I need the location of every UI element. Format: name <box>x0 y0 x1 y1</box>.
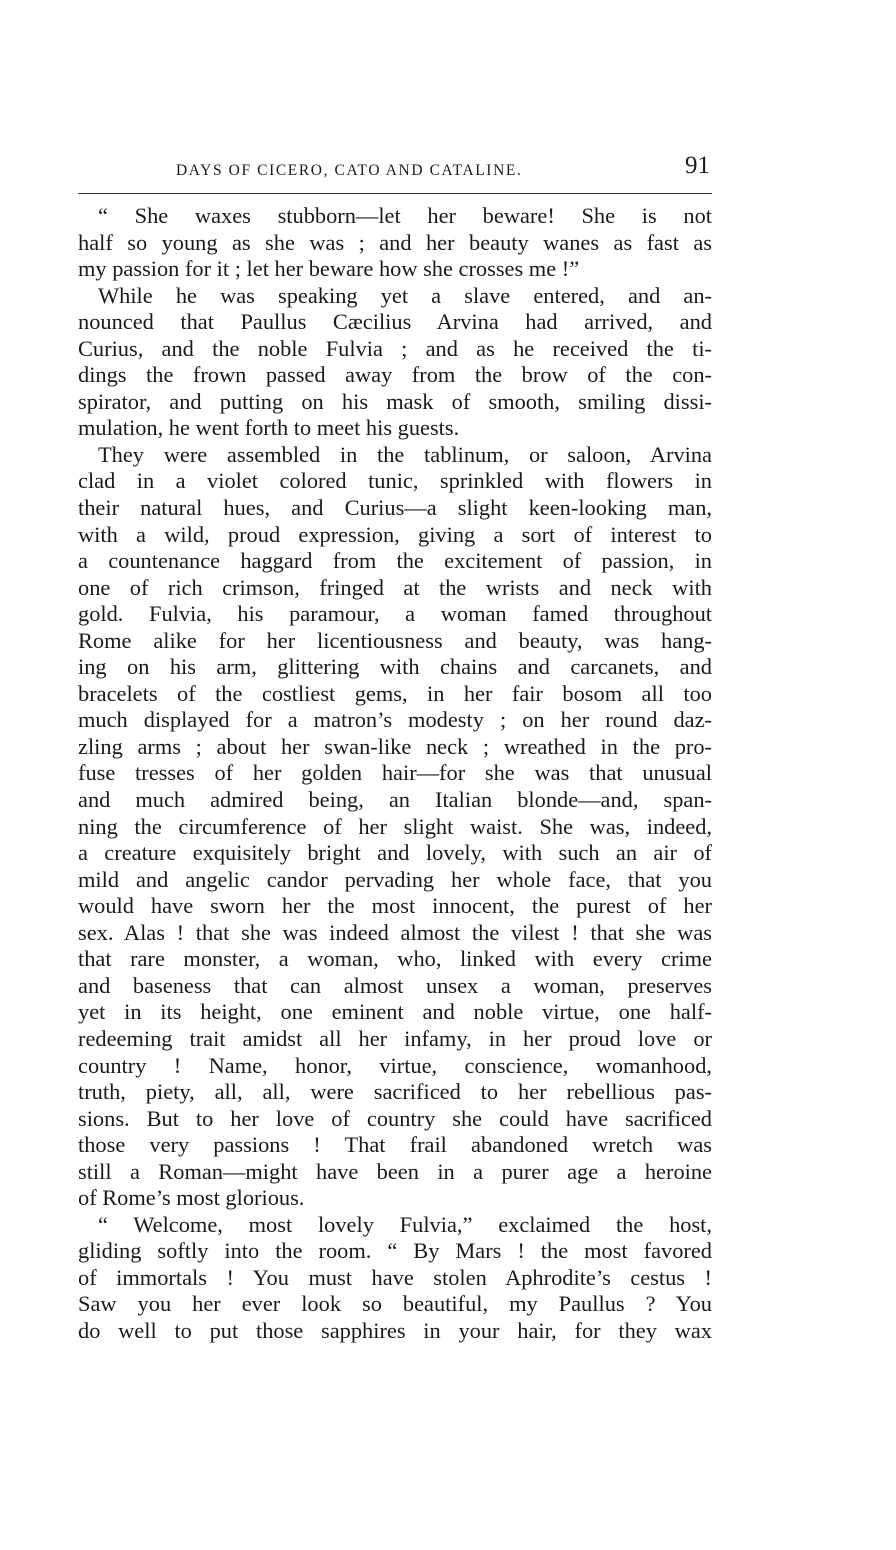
text-line: Rome alike for her licentiousness and beauty, was hang- <box>78 627 712 653</box>
text-line: sex. Alas ! that she was indeed almost the vilest ! that she was <box>78 919 712 945</box>
text-line: a creature exquisitely bright and lovely, with such an air of <box>78 840 712 866</box>
text-line: redeeming trait amidst all her infamy, in her proud love or <box>78 1025 712 1051</box>
text-line: truth, piety, all, all, were sacrificed to her rebellious pas- <box>78 1079 712 1105</box>
text-line: yet in its height, one eminent and noble virtue, one half- <box>78 999 712 1025</box>
text-line: and baseness that can almost unsex a woman, preserves <box>78 972 712 998</box>
running-title: DAYS OF CICERO, CATO AND CATALINE. <box>176 162 523 179</box>
text-line: fuse tresses of her golden hair—for she was that unusual <box>78 760 712 786</box>
text-line: still a Roman—might have been in a purer age a heroine <box>78 1158 712 1184</box>
text-line: dings the frown passed away from the brow of the con- <box>78 362 712 388</box>
text-line: They were assembled in the tablinum, or saloon, Arvina <box>98 441 712 467</box>
text-line: country ! Name, honor, virtue, conscience, womanhood, <box>78 1052 712 1078</box>
text-line: nounced that Paullus Cæcilius Arvina had arrived, and <box>78 309 712 335</box>
text-line: much displayed for a matron’s modesty ; on her round daz- <box>78 707 712 733</box>
page-body-text <box>78 203 712 1345</box>
text-line: gliding softly into the room. “ By Mars ! the most favored <box>78 1238 712 1264</box>
text-line: ning the circumference of her slight waist. She was, indeed, <box>78 813 712 839</box>
running-header <box>78 150 712 190</box>
text-line: zling arms ; about her swan-like neck ; wreathed in the pro- <box>78 733 712 759</box>
text-line: half so young as she was ; and her beauty wanes as fast as <box>78 229 712 255</box>
text-line: my passion for it ; let her beware how she crosses me !” <box>78 256 580 282</box>
text-line: mulation, he went forth to meet his guests. <box>78 415 460 441</box>
text-line: a countenance haggard from the excitement of passion, in <box>78 548 712 574</box>
text-line: of immortals ! You must have stolen Aphrodite’s cestus ! <box>78 1264 712 1290</box>
text-line: their natural hues, and Curius—a slight keen-looking man, <box>78 495 712 521</box>
text-line: mild and angelic candor pervading her whole face, that you <box>78 866 712 892</box>
page-number: 91 <box>685 152 710 179</box>
text-line: and much admired being, an Italian blonde—and, span- <box>78 787 712 813</box>
text-line: with a wild, proud expression, giving a sort of interest to <box>78 521 712 547</box>
text-line: gold. Fulvia, his paramour, a woman famed throughout <box>78 601 712 627</box>
text-line: would have sworn her the most innocent, the purest of her <box>78 893 712 919</box>
header-rule <box>78 193 712 194</box>
text-line: sions. But to her love of country she could have sacrificed <box>78 1105 712 1131</box>
text-line: those very passions ! That frail abandoned wretch was <box>78 1132 712 1158</box>
text-line: “ Welcome, most lovely Fulvia,” exclaimed the host, <box>98 1211 712 1237</box>
text-line: spirator, and putting on his mask of smooth, smiling dissi- <box>78 388 712 414</box>
text-line: of Rome’s most glorious. <box>78 1185 305 1211</box>
text-line: ing on his arm, glittering with chains and carcanets, and <box>78 654 712 680</box>
text-line: clad in a violet colored tunic, sprinkled with flowers in <box>78 468 712 494</box>
text-line: Curius, and the noble Fulvia ; and as he received the ti- <box>78 335 712 361</box>
text-line: do well to put those sapphires in your hair, for they wax <box>78 1317 712 1343</box>
text-line: one of rich crimson, fringed at the wrists and neck with <box>78 574 712 600</box>
text-line: that rare monster, a woman, who, linked with every crime <box>78 946 712 972</box>
text-line: bracelets of the costliest gems, in her fair bosom all too <box>78 680 712 706</box>
text-line: Saw you her ever look so beautiful, my Paullus ? You <box>78 1291 712 1317</box>
text-line: While he was speaking yet a slave entered, and an- <box>98 282 712 308</box>
text-line: “ She waxes stubborn—let her beware! She is not <box>98 203 712 228</box>
